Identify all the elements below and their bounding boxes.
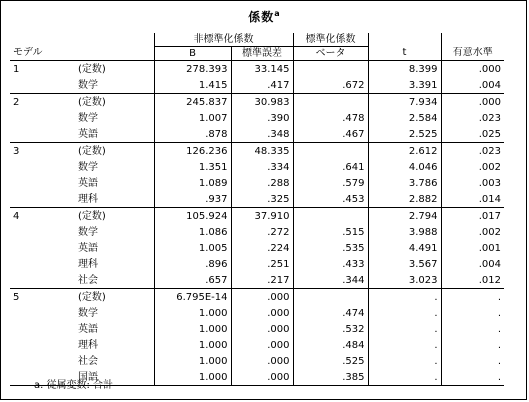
model-number bbox=[10, 256, 30, 272]
sig-value: . bbox=[441, 289, 504, 306]
beta-value: .433 bbox=[293, 256, 368, 272]
se-value: .000 bbox=[231, 289, 293, 306]
coefficients-table bbox=[10, 33, 504, 386]
variable-name: (定数) bbox=[78, 145, 106, 157]
model-number bbox=[10, 110, 30, 126]
b-value: .937 bbox=[154, 191, 231, 208]
t-value: 4.491 bbox=[368, 240, 441, 256]
sig-value: .000 bbox=[441, 61, 504, 78]
se-value: .224 bbox=[231, 240, 293, 256]
table-title: 係数$^a$ bbox=[248, 9, 281, 24]
sig-value: .003 bbox=[441, 175, 504, 191]
b-value: 245.837 bbox=[154, 94, 231, 111]
t-value: . bbox=[368, 337, 441, 353]
table-row bbox=[10, 126, 504, 143]
beta-value: .641 bbox=[293, 159, 368, 175]
t-value: . bbox=[368, 289, 441, 306]
b-value: 105.924 bbox=[154, 208, 231, 225]
model-number bbox=[10, 126, 30, 143]
table-row bbox=[10, 224, 504, 240]
table-row bbox=[10, 240, 504, 256]
se-value: .000 bbox=[231, 369, 293, 386]
model-number bbox=[10, 191, 30, 208]
b-value: 1.005 bbox=[154, 240, 231, 256]
model-number: 2 bbox=[13, 96, 20, 108]
variable-name: 英語 bbox=[30, 126, 154, 143]
model-number bbox=[10, 337, 30, 353]
beta-value bbox=[293, 208, 368, 225]
t-value: . bbox=[368, 321, 441, 337]
se-value: .390 bbox=[231, 110, 293, 126]
table-row bbox=[10, 337, 504, 353]
b-value: 1.007 bbox=[154, 110, 231, 126]
model-number bbox=[10, 240, 30, 256]
variable-name: (定数) bbox=[78, 96, 106, 108]
b-value: 1.000 bbox=[154, 353, 231, 369]
beta-value: .672 bbox=[293, 77, 368, 94]
table-row bbox=[10, 110, 504, 126]
se-value: .348 bbox=[231, 126, 293, 143]
t-value: 2.794 bbox=[368, 208, 441, 225]
beta-value: .467 bbox=[293, 126, 368, 143]
se-value: .000 bbox=[231, 337, 293, 353]
variable-name: 国語 bbox=[30, 369, 154, 386]
b-value: .896 bbox=[154, 256, 231, 272]
beta-value: .453 bbox=[293, 191, 368, 208]
table-row bbox=[10, 289, 504, 306]
sig-value: .025 bbox=[441, 126, 504, 143]
beta-value bbox=[293, 289, 368, 306]
table-row bbox=[10, 272, 504, 289]
model-number bbox=[10, 321, 30, 337]
beta-header: ベータ bbox=[293, 47, 368, 61]
variable-name: 理科 bbox=[78, 258, 98, 270]
b-value: 1.000 bbox=[154, 305, 231, 321]
beta-value: .478 bbox=[293, 110, 368, 126]
b-value: 1.000 bbox=[154, 369, 231, 386]
b-value: 1.415 bbox=[154, 77, 231, 94]
beta-value: .532 bbox=[293, 321, 368, 337]
t-value: 4.046 bbox=[368, 159, 441, 175]
model-number bbox=[10, 175, 30, 191]
sig-value: .004 bbox=[441, 256, 504, 272]
b-value: .657 bbox=[154, 272, 231, 289]
sig-value: . bbox=[441, 369, 504, 386]
model-number bbox=[10, 305, 30, 321]
se-value: .288 bbox=[231, 175, 293, 191]
table-row bbox=[10, 191, 504, 208]
se-value: 37.910 bbox=[231, 208, 293, 225]
beta-value: .535 bbox=[293, 240, 368, 256]
b-value: 1.086 bbox=[154, 224, 231, 240]
t-value: . bbox=[368, 305, 441, 321]
se-value: 30.983 bbox=[231, 94, 293, 111]
t-value: . bbox=[368, 353, 441, 369]
sig-value: .023 bbox=[441, 110, 504, 126]
se-value: .251 bbox=[231, 256, 293, 272]
sig-value: .023 bbox=[441, 143, 504, 160]
beta-value: .525 bbox=[293, 353, 368, 369]
t-value: . bbox=[368, 369, 441, 386]
table-row bbox=[10, 61, 504, 78]
variable-name: 数学 bbox=[30, 77, 154, 94]
table-row bbox=[10, 256, 504, 272]
sig-value: .002 bbox=[441, 224, 504, 240]
beta-value bbox=[293, 61, 368, 78]
variable-name: 理科 bbox=[78, 339, 98, 351]
sig-value: . bbox=[441, 321, 504, 337]
sig-value: .012 bbox=[441, 272, 504, 289]
se-header: 標準誤差 bbox=[231, 47, 293, 61]
t-value: 3.567 bbox=[368, 256, 441, 272]
t-value: 8.399 bbox=[368, 61, 441, 78]
table-row bbox=[10, 94, 504, 111]
sig-value: .001 bbox=[441, 240, 504, 256]
model-number: 5 bbox=[13, 291, 20, 303]
t-value: 2.584 bbox=[368, 110, 441, 126]
se-value: .272 bbox=[231, 224, 293, 240]
se-value: .325 bbox=[231, 191, 293, 208]
table-row bbox=[10, 321, 504, 337]
variable-name: 数学 bbox=[78, 226, 98, 238]
se-value: 33.145 bbox=[231, 61, 293, 78]
variable-name: 社会 bbox=[78, 355, 98, 367]
table-row bbox=[10, 77, 504, 94]
beta-value: .579 bbox=[293, 175, 368, 191]
beta-value: .344 bbox=[293, 272, 368, 289]
beta-value bbox=[293, 94, 368, 111]
model-number: 1 bbox=[13, 63, 20, 75]
b-value: 1.000 bbox=[154, 321, 231, 337]
table-row bbox=[10, 175, 504, 191]
sig-value: .000 bbox=[441, 94, 504, 111]
se-value: .217 bbox=[231, 272, 293, 289]
t-header: t bbox=[368, 47, 441, 61]
model-number bbox=[10, 353, 30, 369]
variable-name: 英語 bbox=[78, 177, 98, 189]
table-row bbox=[10, 143, 504, 160]
variable-name: 数学 bbox=[78, 112, 98, 124]
sig-value: . bbox=[441, 337, 504, 353]
variable-name: 社会 bbox=[30, 272, 154, 289]
t-value: 7.934 bbox=[368, 94, 441, 111]
sig-value: .017 bbox=[441, 208, 504, 225]
variable-name: 理科 bbox=[30, 191, 154, 208]
b-value: 278.393 bbox=[154, 61, 231, 78]
t-value: 3.023 bbox=[368, 272, 441, 289]
se-value: .417 bbox=[231, 77, 293, 94]
b-value: .878 bbox=[154, 126, 231, 143]
t-value: 3.786 bbox=[368, 175, 441, 191]
sig-header: 有意水準 bbox=[441, 47, 504, 61]
t-value: 2.882 bbox=[368, 191, 441, 208]
table-row bbox=[10, 208, 504, 225]
std-header: 標準化係数 bbox=[293, 33, 368, 47]
sig-value: .004 bbox=[441, 77, 504, 94]
beta-value: .515 bbox=[293, 224, 368, 240]
b-value: 6.795E-14 bbox=[154, 289, 231, 306]
se-value: .000 bbox=[231, 353, 293, 369]
model-header: モデル bbox=[10, 47, 154, 61]
model-number: 3 bbox=[13, 145, 20, 157]
b-value: 1.000 bbox=[154, 337, 231, 353]
se-value: .000 bbox=[231, 305, 293, 321]
se-value: .000 bbox=[231, 321, 293, 337]
b-header: B bbox=[154, 47, 231, 61]
variable-name: 英語 bbox=[78, 323, 98, 335]
variable-name: 英語 bbox=[78, 242, 98, 254]
model-number bbox=[10, 224, 30, 240]
sig-value: . bbox=[441, 305, 504, 321]
b-value: 126.236 bbox=[154, 143, 231, 160]
footnote: a. 従属変数: 合計 bbox=[34, 380, 114, 391]
t-value: 3.988 bbox=[368, 224, 441, 240]
variable-name: (定数) bbox=[78, 210, 106, 222]
sig-value: . bbox=[441, 353, 504, 369]
table-row bbox=[10, 305, 504, 321]
t-value: 2.525 bbox=[368, 126, 441, 143]
b-value: 1.351 bbox=[154, 159, 231, 175]
variable-name: 数学 bbox=[78, 307, 98, 319]
t-value: 2.612 bbox=[368, 143, 441, 160]
model-number bbox=[10, 159, 30, 175]
b-value: 1.089 bbox=[154, 175, 231, 191]
table-row bbox=[10, 353, 504, 369]
unstd-header: 非標準化係数 bbox=[154, 33, 293, 47]
variable-name: (定数) bbox=[78, 63, 106, 75]
variable-name: (定数) bbox=[78, 291, 106, 303]
variable-name: 数学 bbox=[78, 161, 98, 173]
sig-value: .014 bbox=[441, 191, 504, 208]
model-number: 4 bbox=[13, 210, 20, 222]
se-value: .334 bbox=[231, 159, 293, 175]
beta-value: .385 bbox=[293, 369, 368, 386]
beta-value bbox=[293, 143, 368, 160]
table-row bbox=[10, 159, 504, 175]
beta-value: .474 bbox=[293, 305, 368, 321]
beta-value: .484 bbox=[293, 337, 368, 353]
model-number bbox=[10, 369, 30, 386]
se-value: 48.335 bbox=[231, 143, 293, 160]
model-number bbox=[10, 77, 30, 94]
model-number bbox=[10, 272, 30, 289]
t-value: 3.391 bbox=[368, 77, 441, 94]
sig-value: .002 bbox=[441, 159, 504, 175]
